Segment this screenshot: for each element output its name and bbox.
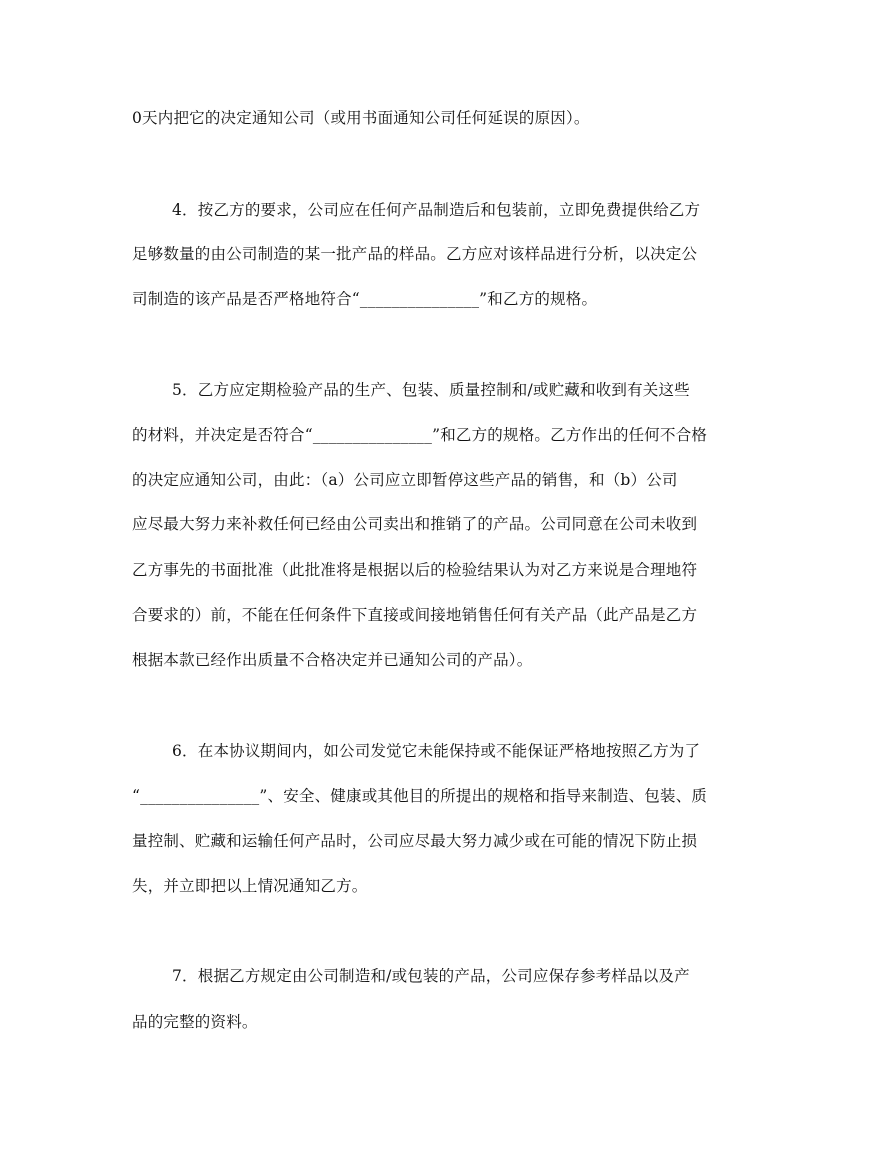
paragraph-6-line-4: 失，并立即把以上情况通知乙方。 — [132, 877, 368, 895]
paragraph-6-line-1: 6．在本协议期间内，如公司发觉它未能保持或不能保证严格地按照乙方为了 — [172, 742, 701, 760]
paragraph-3-line-1: 0天内把它的决定通知公司（或用书面通知公司任何延误的原因）。 — [132, 109, 590, 127]
paragraph-5-line-7: 根据本款已经作出质量不合格决定并已通知公司的产品）。 — [132, 651, 533, 669]
paragraph-5-line-4: 应尽最大努力来补救任何已经由公司卖出和推销了的产品。公司同意在公司未收到 — [132, 515, 698, 533]
paragraph-4-line-3: 司制造的该产品是否严格地符合“_______________”和乙方的规格。 — [132, 290, 598, 308]
paragraph-5-line-6: 合要求的）前，不能在任何条件下直接或间接地销售任何有关产品（此产品是乙方 — [132, 606, 698, 624]
paragraph-5-line-5: 乙方事先的书面批准（此批准将是根据以后的检验结果认为对乙方来说是合理地符 — [132, 561, 698, 579]
paragraph-7-line-1: 7．根据乙方规定由公司制造和/或包装的产品，公司应保存参考样品以及产 — [172, 967, 690, 985]
paragraph-6-line-2: “_______________”、安全、健康或其他目的所提出的规格和指导来制造、包装、质 — [132, 787, 708, 805]
paragraph-5-line-1: 5．乙方应定期检验产品的生产、包装、质量控制和/或贮藏和收到有关这些 — [172, 381, 690, 399]
paragraph-7-line-2: 品的完整的资料。 — [132, 1013, 258, 1031]
paragraph-5-line-2: 的材料，并决定是否符合“_______________”和乙方的规格。乙方作出的任何不合格 — [132, 426, 708, 444]
paragraph-4-line-1: 4．按乙方的要求，公司应在任何产品制造后和包装前，立即免费提供给乙方 — [172, 201, 701, 219]
paragraph-6-line-3: 量控制、贮藏和运输任何产品时，公司应尽最大努力减少或在可能的情况下防止损 — [132, 832, 698, 850]
paragraph-4-line-2: 足够数量的由公司制造的某一批产品的样品。乙方应对该样品进行分析，以决定公 — [132, 245, 698, 263]
paragraph-5-line-3: 的决定应通知公司，由此：（a）公司应立即暂停这些产品的销售，和（b）公司 — [132, 471, 678, 489]
